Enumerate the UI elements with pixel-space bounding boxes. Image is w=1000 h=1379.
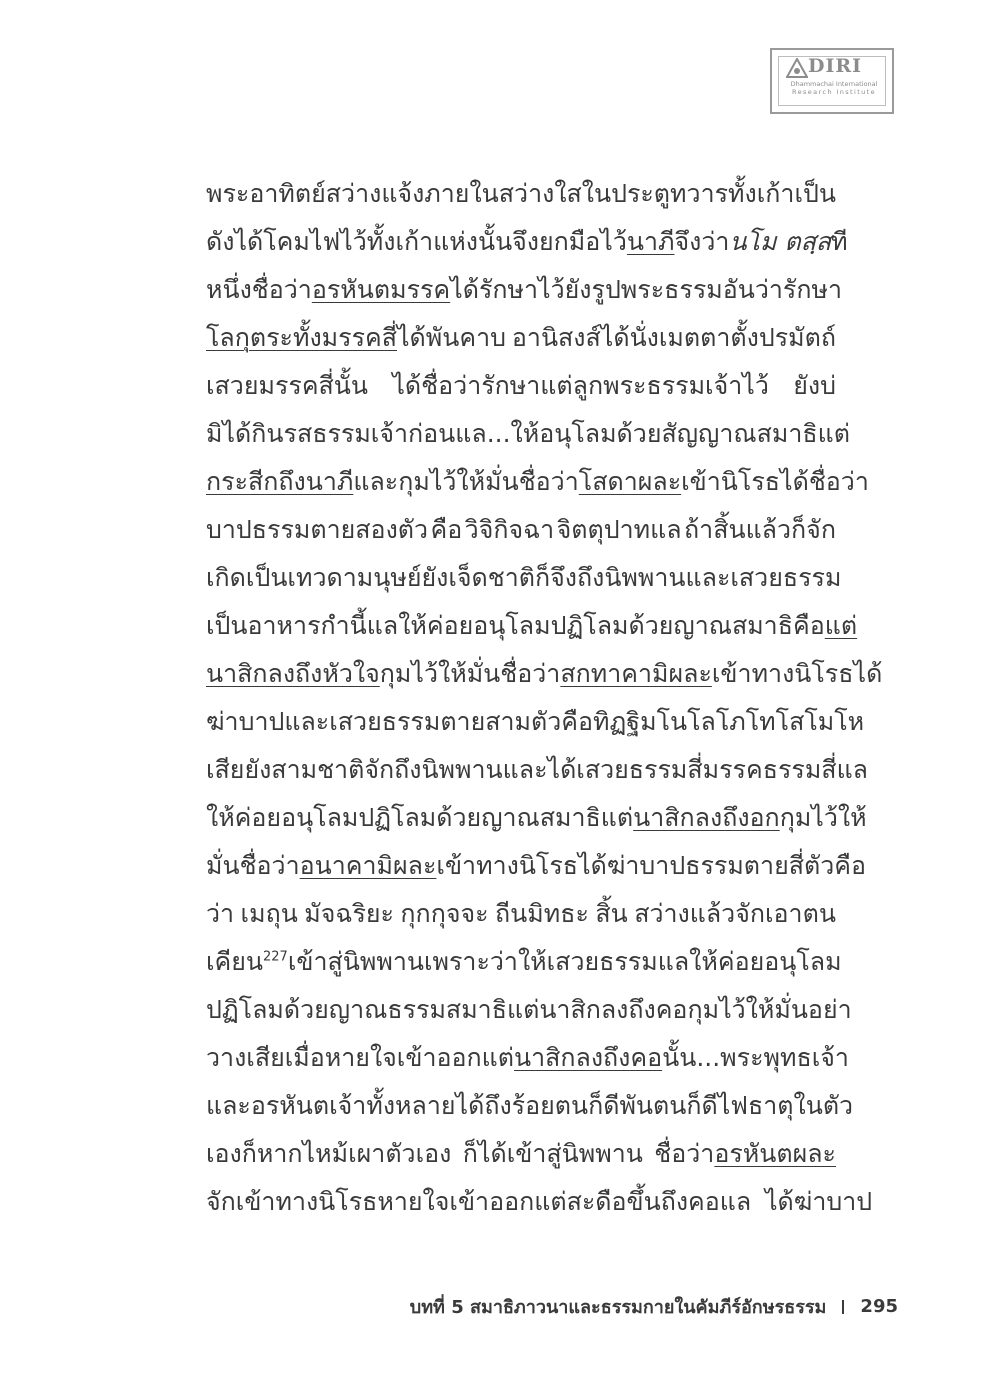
word-group: [503, 746, 868, 794]
word-group: [746, 698, 805, 746]
text-run: คือ: [792, 611, 825, 640]
underlined-term: โสดาผละ: [578, 467, 682, 496]
word-group: [780, 458, 869, 506]
word-group: [593, 698, 687, 746]
word-group: [684, 506, 836, 554]
word-group: [765, 1178, 872, 1226]
word-group: [304, 890, 394, 938]
text-run: อันว่ารักษา: [722, 275, 843, 304]
logo-subtitle: Dhammachai International: [790, 80, 878, 88]
word-group: [244, 746, 502, 794]
text-run: เสีย: [206, 755, 245, 784]
text-run: สิ้น: [595, 899, 628, 928]
text-run: สว่างใสในประตูทวารทั้งเก้า: [498, 179, 795, 208]
text-run: ก็ได้เข้าสู่นิพพาน: [462, 1139, 643, 1168]
text-line: [206, 794, 867, 842]
word-group: [206, 1034, 285, 1082]
word-group: [499, 170, 795, 218]
text-run: ชื่อว่า: [654, 1139, 715, 1168]
underlined-term: นาสิกลงถึงคอ: [514, 1043, 663, 1072]
word-group: [831, 218, 847, 266]
text-run: เมื่อหายใจเข้าออกแต่: [284, 1043, 514, 1072]
word-group: [436, 842, 866, 890]
text-line: [206, 602, 858, 650]
text-line: [206, 266, 843, 314]
footer-separator: [842, 1300, 844, 1314]
text-run: เกิดเป็นเทวดา: [206, 563, 357, 592]
logo-wordmark: DIRI: [808, 55, 863, 77]
underlined-term: อนาคามิผละ: [299, 851, 437, 880]
word-group: [794, 170, 836, 218]
word-group: [206, 266, 312, 314]
page-number: 295: [860, 1296, 898, 1317]
word-group: [634, 890, 836, 938]
word-group: [206, 314, 506, 362]
word-group: [487, 410, 850, 458]
text-run: โมโห: [804, 707, 865, 736]
text-line: [206, 1034, 849, 1082]
logo-subtitle: Research Institute: [791, 88, 877, 96]
word-group: [463, 1130, 643, 1178]
page-footer: [410, 1292, 898, 1321]
underlined-term: แต่: [824, 611, 858, 640]
word-group: [512, 314, 836, 362]
text-run: ถีนมิทธะ: [495, 899, 589, 928]
text-run: แต่: [600, 803, 634, 832]
text-run: ให้ค่อยอนุโลมปฏิโลมด้วยญาณสมาธิ: [206, 803, 601, 832]
text-run: หนึ่งชื่อว่า: [206, 275, 312, 304]
text-line: [206, 842, 866, 890]
word-group: [512, 218, 729, 266]
text-run: ได้ชื่อว่า: [780, 467, 869, 496]
text-run: ปฏิโลมด้วยญาณธรรมสมาธิ: [206, 995, 507, 1024]
word-group: [854, 650, 883, 698]
word-group: [507, 986, 852, 1034]
text-run: ได้รักษาไว้ยังรูปพระธรรม: [450, 275, 723, 304]
text-line: [206, 986, 852, 1034]
word-group: [793, 362, 836, 410]
word-group: [398, 602, 793, 650]
word-group: [206, 170, 326, 218]
chapter-title: บทที่ 5 สมาธิภาวนาและธรรมกายในคัมภีร์อักษรธรรม: [409, 1297, 827, 1318]
text-run: เสวยมรรคสี่นั้น: [206, 371, 368, 400]
text-run: พระอาทิตย์: [206, 179, 326, 208]
text-run: จึงยกมือไว้: [512, 227, 627, 256]
word-group: [729, 218, 831, 266]
text-line: [206, 218, 848, 266]
text-run: เพราะว่าให้เสวยธรรมแล: [423, 947, 690, 976]
text-run: ให้ค่อยอนุโลมปฏิโลมด้วยญาณสมาธิ: [398, 611, 793, 640]
text-run: จักเข้าทางนิโรธหายใจเข้าออกแต่สะดือขึ้นถึงคอแล: [206, 1187, 752, 1216]
word-group: [793, 602, 857, 650]
pali-phrase: นโม ตสฺส: [729, 227, 832, 256]
text-run: ชื่อว่า: [518, 467, 579, 496]
underlined-term: อรหันตผละ: [714, 1139, 836, 1168]
text-run: ดังได้โคมไฟไว้ทั้งเก้าแห่งนั้น: [206, 227, 513, 256]
word-group: [206, 746, 244, 794]
word-group: [206, 1130, 451, 1178]
text-run: กุมไว้ให้: [779, 803, 867, 832]
text-run: ไฟธาตุในตัว: [717, 1091, 854, 1120]
text-run: จึงว่า: [674, 227, 730, 256]
text-run: ...ให้อนุโลมด้วยสัญญาณสมาธิแต่: [486, 419, 850, 448]
text-run: คือ: [430, 515, 463, 544]
text-line: [206, 458, 869, 506]
text-line: [206, 698, 865, 746]
word-group: [560, 650, 853, 698]
word-group: [312, 266, 723, 314]
word-group: [718, 1082, 853, 1130]
word-group: [206, 650, 560, 698]
text-run: บาปธรรมตายสองตัว: [206, 515, 429, 544]
underlined-term: นาสิกลงถึงหัวใจ: [206, 659, 380, 688]
word-group: [206, 506, 428, 554]
word-group: [206, 698, 593, 746]
word-group: [206, 362, 368, 410]
word-group: [519, 458, 780, 506]
text-run: ได้: [853, 659, 883, 688]
text-line: [206, 746, 868, 794]
diri-logo: [770, 48, 894, 114]
underlined-term: อรหันตมรรค: [311, 275, 451, 304]
text-line: [206, 554, 842, 602]
word-group: [400, 890, 488, 938]
word-group: [206, 890, 234, 938]
text-run: ที: [831, 227, 848, 256]
word-group: [206, 938, 424, 986]
text-run: มั่นชื่อว่า: [206, 851, 300, 880]
text-run: และได้เสวยธรรมสี่มรรคธรรมสี่แล: [502, 755, 868, 784]
text-run: เข้าทางนิโรธได้ฆ่าบาปธรรมตายสี่ตัวคือ: [436, 851, 866, 880]
word-group: [687, 698, 746, 746]
footnote-ref: 227: [263, 949, 288, 965]
triangle-logo-icon: [786, 58, 808, 78]
word-group: [424, 938, 689, 986]
word-group: [241, 890, 298, 938]
text-run: ...: [696, 1043, 721, 1072]
word-group: [430, 506, 462, 554]
text-run: ทิฏฐิมโน: [593, 707, 688, 736]
text-line: [206, 1178, 873, 1226]
word-group: [601, 794, 867, 842]
text-run: เมถุน: [240, 899, 298, 928]
text-run: ได้ฆ่าบาป: [764, 1187, 873, 1216]
text-run: แต่นาสิกลงถึงคอกุมไว้ให้มั่นอย่า: [506, 995, 852, 1024]
text-line: [206, 170, 836, 218]
text-line: [206, 1082, 854, 1130]
text-run: ได้พันคาบ: [396, 323, 506, 352]
word-group: [654, 1130, 836, 1178]
word-group: [720, 1034, 849, 1082]
text-run: เองก็หากไหม้เผาตัวเอง: [206, 1139, 452, 1168]
text-run: วางเสีย: [206, 1043, 285, 1072]
word-group: [357, 554, 686, 602]
text-line: [206, 938, 842, 986]
text-run: ถ้าสิ้นแล้วก็จัก: [684, 515, 836, 544]
text-run: กุกกุจจะ: [400, 899, 489, 928]
word-group: [206, 410, 487, 458]
text-run: โลโภ: [687, 707, 746, 736]
text-run: วิจิกิจฉา: [464, 515, 555, 544]
text-run: เข้าสู่นิพพาน: [287, 947, 424, 976]
underlined-term: นาภี: [626, 227, 675, 256]
word-group: [465, 506, 555, 554]
text-run: ได้ชื่อว่ารักษาแต่ลูกพระธรรมเจ้าไว้: [392, 371, 769, 400]
text-line: [206, 506, 836, 554]
text-run: ฆ่าบาปและเสวยธรรมตายสามตัวคือ: [206, 707, 594, 736]
word-group: [285, 1034, 697, 1082]
word-group: [723, 266, 842, 314]
word-group: [689, 938, 841, 986]
word-group: [392, 362, 769, 410]
text-line: [206, 650, 883, 698]
text-run: พระพุทธเจ้า: [720, 1043, 849, 1072]
text-run: ยังสามชาติจักถึงนิพพาน: [244, 755, 503, 784]
text-line: [206, 362, 836, 410]
text-line: [206, 314, 836, 362]
text-run: อานิสงส์ได้นั่งเมตตาตั้งปรมัตถ์: [511, 323, 836, 352]
word-group: [804, 698, 864, 746]
text-run: เข้านิโรธ: [681, 467, 781, 496]
text-run: ยังบ่: [793, 371, 836, 400]
text-run: ให้ค่อยอนุโลม: [689, 947, 842, 976]
text-run: เป็น: [794, 179, 836, 208]
text-run: จิตตุปาทแล: [556, 515, 682, 544]
word-group: [206, 1082, 718, 1130]
text-run: โทโส: [745, 707, 805, 736]
word-group: [206, 842, 300, 890]
word-group: [595, 890, 627, 938]
word-group: [206, 458, 519, 506]
underlined-term: นาสิกลงถึงอก: [633, 803, 780, 832]
text-run: กุมไว้ให้มั่นชื่อว่า: [379, 659, 561, 688]
text-line: [206, 890, 836, 938]
text-run: มิได้กินรสธรรมเจ้าก่อนแล: [206, 419, 487, 448]
text-line: [206, 410, 850, 458]
word-group: [206, 554, 357, 602]
word-group: [206, 794, 601, 842]
word-group: [300, 842, 437, 890]
text-run: มัจฉริยะ: [304, 899, 394, 928]
text-run: และเสวยธรรม: [685, 563, 842, 592]
underlined-term: กระสีกถึงนาภี: [206, 467, 354, 496]
underlined-term: โลกุตระทั้งมรรคสี่: [206, 323, 397, 352]
word-group: [326, 170, 499, 218]
word-group: [557, 506, 682, 554]
text-run: สว่างแล้วจักเอาตน: [634, 899, 836, 928]
text-run: นั้น: [662, 1043, 697, 1072]
underlined-term: สกทาคามิผละ: [560, 659, 712, 688]
text-line: [206, 1130, 836, 1178]
word-group: [206, 1178, 751, 1226]
text-run: ว่า: [206, 899, 235, 928]
text-run: และกุมไว้ให้มั่น: [353, 467, 519, 496]
word-group: [686, 554, 842, 602]
text-run: เคียน: [206, 947, 264, 976]
text-run: เป็นอาหารกำนี้แล: [206, 611, 399, 640]
word-group: [495, 890, 589, 938]
text-run: สว่างแจ้งภายใน: [325, 179, 499, 208]
word-group: [206, 986, 507, 1034]
word-group: [206, 602, 398, 650]
text-run: มนุษย์ยังเจ็ดชาติก็จึงถึงนิพพาน: [356, 563, 686, 592]
word-group: [206, 218, 512, 266]
word-group: [696, 1034, 720, 1082]
text-run: เข้าทางนิโรธ: [711, 659, 854, 688]
text-run: และอรหันตเจ้าทั้งหลายได้ถึงร้อยตนก็ดีพันตนก็ดี: [206, 1091, 718, 1120]
